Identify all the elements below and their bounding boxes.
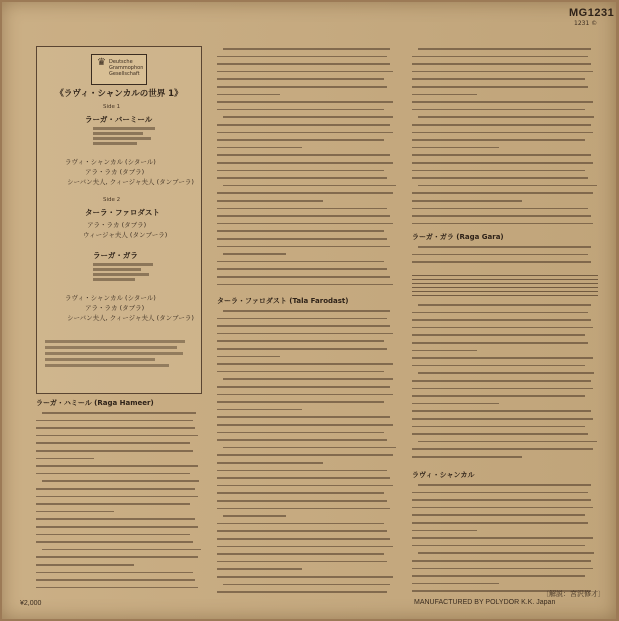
- text-line: [36, 511, 114, 513]
- text-line: [217, 177, 387, 179]
- text-line: [412, 492, 588, 494]
- text-line: [412, 319, 591, 321]
- text-line: [418, 372, 594, 374]
- text-line: [217, 208, 387, 210]
- text-line: [217, 94, 280, 96]
- text-line: [412, 162, 593, 164]
- text-line: [412, 403, 499, 405]
- text-line: [412, 380, 591, 382]
- text-line: [217, 561, 387, 563]
- text-line: [412, 456, 522, 458]
- track2-performer-2: ウィージャ夫人 (タンブーラ): [83, 231, 168, 239]
- text-line: [412, 124, 591, 126]
- track1-subtitle: [93, 125, 163, 147]
- text-line: [412, 568, 593, 570]
- text-line: [217, 223, 393, 225]
- text-line: [223, 253, 286, 255]
- text-line: [36, 465, 198, 467]
- track1-performer-2: アラ・ラカ (タブラ): [85, 168, 145, 176]
- text-line: [42, 412, 196, 414]
- text-column-raga-hameer: [36, 410, 202, 594]
- text-line: [412, 350, 477, 352]
- text-line: [217, 246, 390, 248]
- text-line: [217, 215, 390, 217]
- text-line: [217, 71, 393, 73]
- text-line: [412, 545, 585, 547]
- text-line: [412, 208, 588, 210]
- text-line: [223, 515, 286, 517]
- text-line: [412, 170, 585, 172]
- text-line: [217, 477, 390, 479]
- text-line: [36, 564, 134, 566]
- text-line: [217, 63, 390, 65]
- text-line: [412, 71, 593, 73]
- text-line: [412, 200, 522, 202]
- text-line: [412, 78, 585, 80]
- text-line: [412, 132, 593, 134]
- text-line: [412, 86, 588, 88]
- text-line: [217, 439, 387, 441]
- track3-performer-2: アラ・ラカ (タブラ): [85, 304, 145, 312]
- text-column-right-upper: [412, 46, 598, 226]
- text-line: [217, 424, 393, 426]
- text-line: [217, 147, 302, 149]
- text-line: [217, 170, 384, 172]
- album-back-cover: [2, 2, 616, 619]
- text-line: [412, 334, 585, 336]
- text-line: [217, 538, 390, 540]
- text-line: [217, 530, 387, 532]
- label-logo: [91, 54, 147, 85]
- text-line: [412, 312, 588, 314]
- text-line: [36, 427, 195, 429]
- text-line: [418, 441, 597, 443]
- text-line: [412, 575, 585, 577]
- text-line: [412, 342, 588, 344]
- text-line: [412, 357, 593, 359]
- text-line: [217, 546, 393, 548]
- text-line: [217, 86, 387, 88]
- text-line: [217, 124, 390, 126]
- text-line: [217, 139, 384, 141]
- text-line: [217, 485, 393, 487]
- text-line: [217, 416, 390, 418]
- text-line: [412, 192, 593, 194]
- text-line: [217, 238, 387, 240]
- text-line: [418, 304, 591, 306]
- text-line: [412, 147, 499, 149]
- text-line: [412, 514, 585, 516]
- text-line: [217, 454, 393, 456]
- text-line: [217, 261, 384, 263]
- text-line: [42, 480, 199, 482]
- text-line: [217, 363, 393, 365]
- text-line: [412, 537, 593, 539]
- text-line: [217, 192, 393, 194]
- text-line: [217, 276, 390, 278]
- text-column-raga-gara-intro: [412, 244, 598, 268]
- text-line: [217, 591, 387, 593]
- heading-ravi-shankar: ラヴィ・シャンカル: [412, 471, 475, 479]
- text-line: [412, 448, 593, 450]
- track1-performer-1: ラヴィ・シャンカル (シタール): [65, 158, 156, 166]
- text-line: [412, 215, 591, 217]
- text-line: [217, 109, 384, 111]
- text-line: [217, 553, 384, 555]
- text-line: [412, 433, 588, 435]
- text-line: [36, 503, 190, 505]
- text-line: [223, 310, 390, 312]
- text-line: [418, 552, 594, 554]
- text-line: [217, 371, 384, 373]
- text-line: [36, 541, 193, 543]
- album-title: 《ラヴィ・シャンカルの世界 1》: [55, 89, 183, 99]
- text-line: [418, 185, 597, 187]
- text-column-ravi-shankar: [412, 482, 598, 598]
- recording-notes: [45, 337, 191, 370]
- text-line: [412, 63, 591, 65]
- text-line: [217, 470, 387, 472]
- text-line: [217, 462, 323, 464]
- text-line: [217, 340, 384, 342]
- track3-performer-3: シーバン夫人, クィージャ夫人 (タンブーラ): [67, 314, 194, 322]
- text-line: [412, 261, 591, 263]
- text-line: [418, 48, 591, 50]
- text-line: [217, 333, 393, 335]
- text-line: [42, 549, 201, 551]
- text-line: [217, 200, 323, 202]
- text-line: [36, 450, 193, 452]
- text-line: [217, 318, 387, 320]
- text-line: [217, 78, 384, 80]
- heading-raga-gara: ラーガ・ガラ (Raga Gara): [412, 233, 504, 241]
- text-line: [36, 420, 193, 422]
- text-line: [412, 254, 588, 256]
- text-line: [223, 185, 396, 187]
- commentary-credit: 〔解説：宮沢修才〕: [542, 591, 605, 598]
- text-line: [412, 56, 588, 58]
- text-line: [418, 116, 594, 118]
- text-line: [418, 484, 591, 486]
- text-column-raga-gara-body: [412, 302, 598, 460]
- text-line: [36, 458, 94, 460]
- text-line: [217, 348, 387, 350]
- text-line: [412, 499, 591, 501]
- text-line: [217, 162, 393, 164]
- track3-performer-1: ラヴィ・シャンカル (シタール): [65, 294, 156, 302]
- text-line: [412, 327, 593, 329]
- text-line: [412, 522, 588, 524]
- text-line: [412, 583, 499, 585]
- text-line: [217, 409, 302, 411]
- text-line: [412, 365, 585, 367]
- price-mark: ¥2,000: [20, 600, 42, 607]
- text-line: [412, 109, 585, 111]
- text-line: [412, 418, 593, 420]
- text-line: [36, 435, 198, 437]
- text-line: [217, 386, 390, 388]
- text-line: [36, 526, 198, 528]
- text-line: [217, 154, 390, 156]
- text-line: [217, 268, 387, 270]
- text-line: [36, 556, 198, 558]
- text-line: [217, 56, 387, 58]
- heading-tala-farodast: ターラ・ファロダスト (Tala Farodast): [217, 297, 349, 305]
- manufacturer-credit: MANUFACTURED BY POLYDOR K.K. Japan: [414, 599, 556, 606]
- text-line: [412, 560, 591, 562]
- text-column-middle-lower: [217, 308, 397, 596]
- track-listing-card: [36, 46, 202, 394]
- text-line: [217, 432, 384, 434]
- track3-subtitle: [93, 261, 163, 283]
- text-line: [418, 246, 591, 248]
- text-column-middle-upper: [217, 46, 397, 288]
- text-line: [223, 584, 390, 586]
- text-line: [36, 587, 198, 589]
- text-line: [412, 139, 585, 141]
- track-tala-farodast: ターラ・ファロダスト: [85, 208, 160, 217]
- text-line: [223, 48, 390, 50]
- text-line: [36, 572, 193, 574]
- text-line: [217, 500, 387, 502]
- text-line: [217, 576, 393, 578]
- text-line: [223, 116, 393, 118]
- side-a-label: Side 1: [103, 104, 121, 110]
- track2-performer-1: アラ・ラカ (タブラ): [87, 221, 147, 229]
- text-line: [217, 101, 393, 103]
- text-line: [217, 284, 393, 286]
- text-line: [36, 488, 195, 490]
- track-raga-hameer: ラーガ・バーミール: [85, 115, 153, 124]
- text-line: [36, 579, 195, 581]
- side-b-label: Side 2: [103, 197, 121, 203]
- text-line: [36, 442, 190, 444]
- track1-performer-3: シーバン夫人, クィージャ夫人 (タンブーラ): [67, 178, 194, 186]
- text-line: [412, 507, 593, 509]
- heading-raga-hameer: ラーガ・ハミール (Raga Hameer): [36, 399, 154, 407]
- text-line: [412, 530, 477, 532]
- text-line: [217, 325, 390, 327]
- text-line: [412, 388, 593, 390]
- text-line: [412, 101, 593, 103]
- text-line: [412, 94, 477, 96]
- text-line: [217, 230, 384, 232]
- text-line: [36, 518, 195, 520]
- logo-text: Deutsche Grammophon Gesellschaft: [109, 59, 144, 77]
- text-line: [217, 356, 280, 358]
- text-line: [412, 223, 593, 225]
- text-line: [412, 177, 588, 179]
- text-line: [223, 447, 396, 449]
- text-line: [217, 523, 384, 525]
- text-line: [223, 378, 393, 380]
- text-line: [412, 410, 591, 412]
- text-line: [412, 395, 585, 397]
- text-line: [36, 496, 198, 498]
- text-line: [36, 534, 190, 536]
- catalog-number: MG1231: [569, 7, 615, 19]
- text-line: [217, 394, 393, 396]
- text-line: [217, 132, 393, 134]
- text-line: [412, 426, 585, 428]
- text-line: [36, 473, 190, 475]
- track-raga-gara: ラーガ・ガラ: [93, 251, 138, 260]
- text-line: [217, 568, 302, 570]
- catalog-subnumber: 1231 ©: [574, 20, 598, 27]
- tulip-crown-icon: ♛: [97, 57, 106, 68]
- text-line: [217, 508, 390, 510]
- text-line: [217, 401, 384, 403]
- music-notation-staff: [412, 272, 598, 296]
- text-line: [412, 154, 591, 156]
- text-line: [217, 492, 384, 494]
